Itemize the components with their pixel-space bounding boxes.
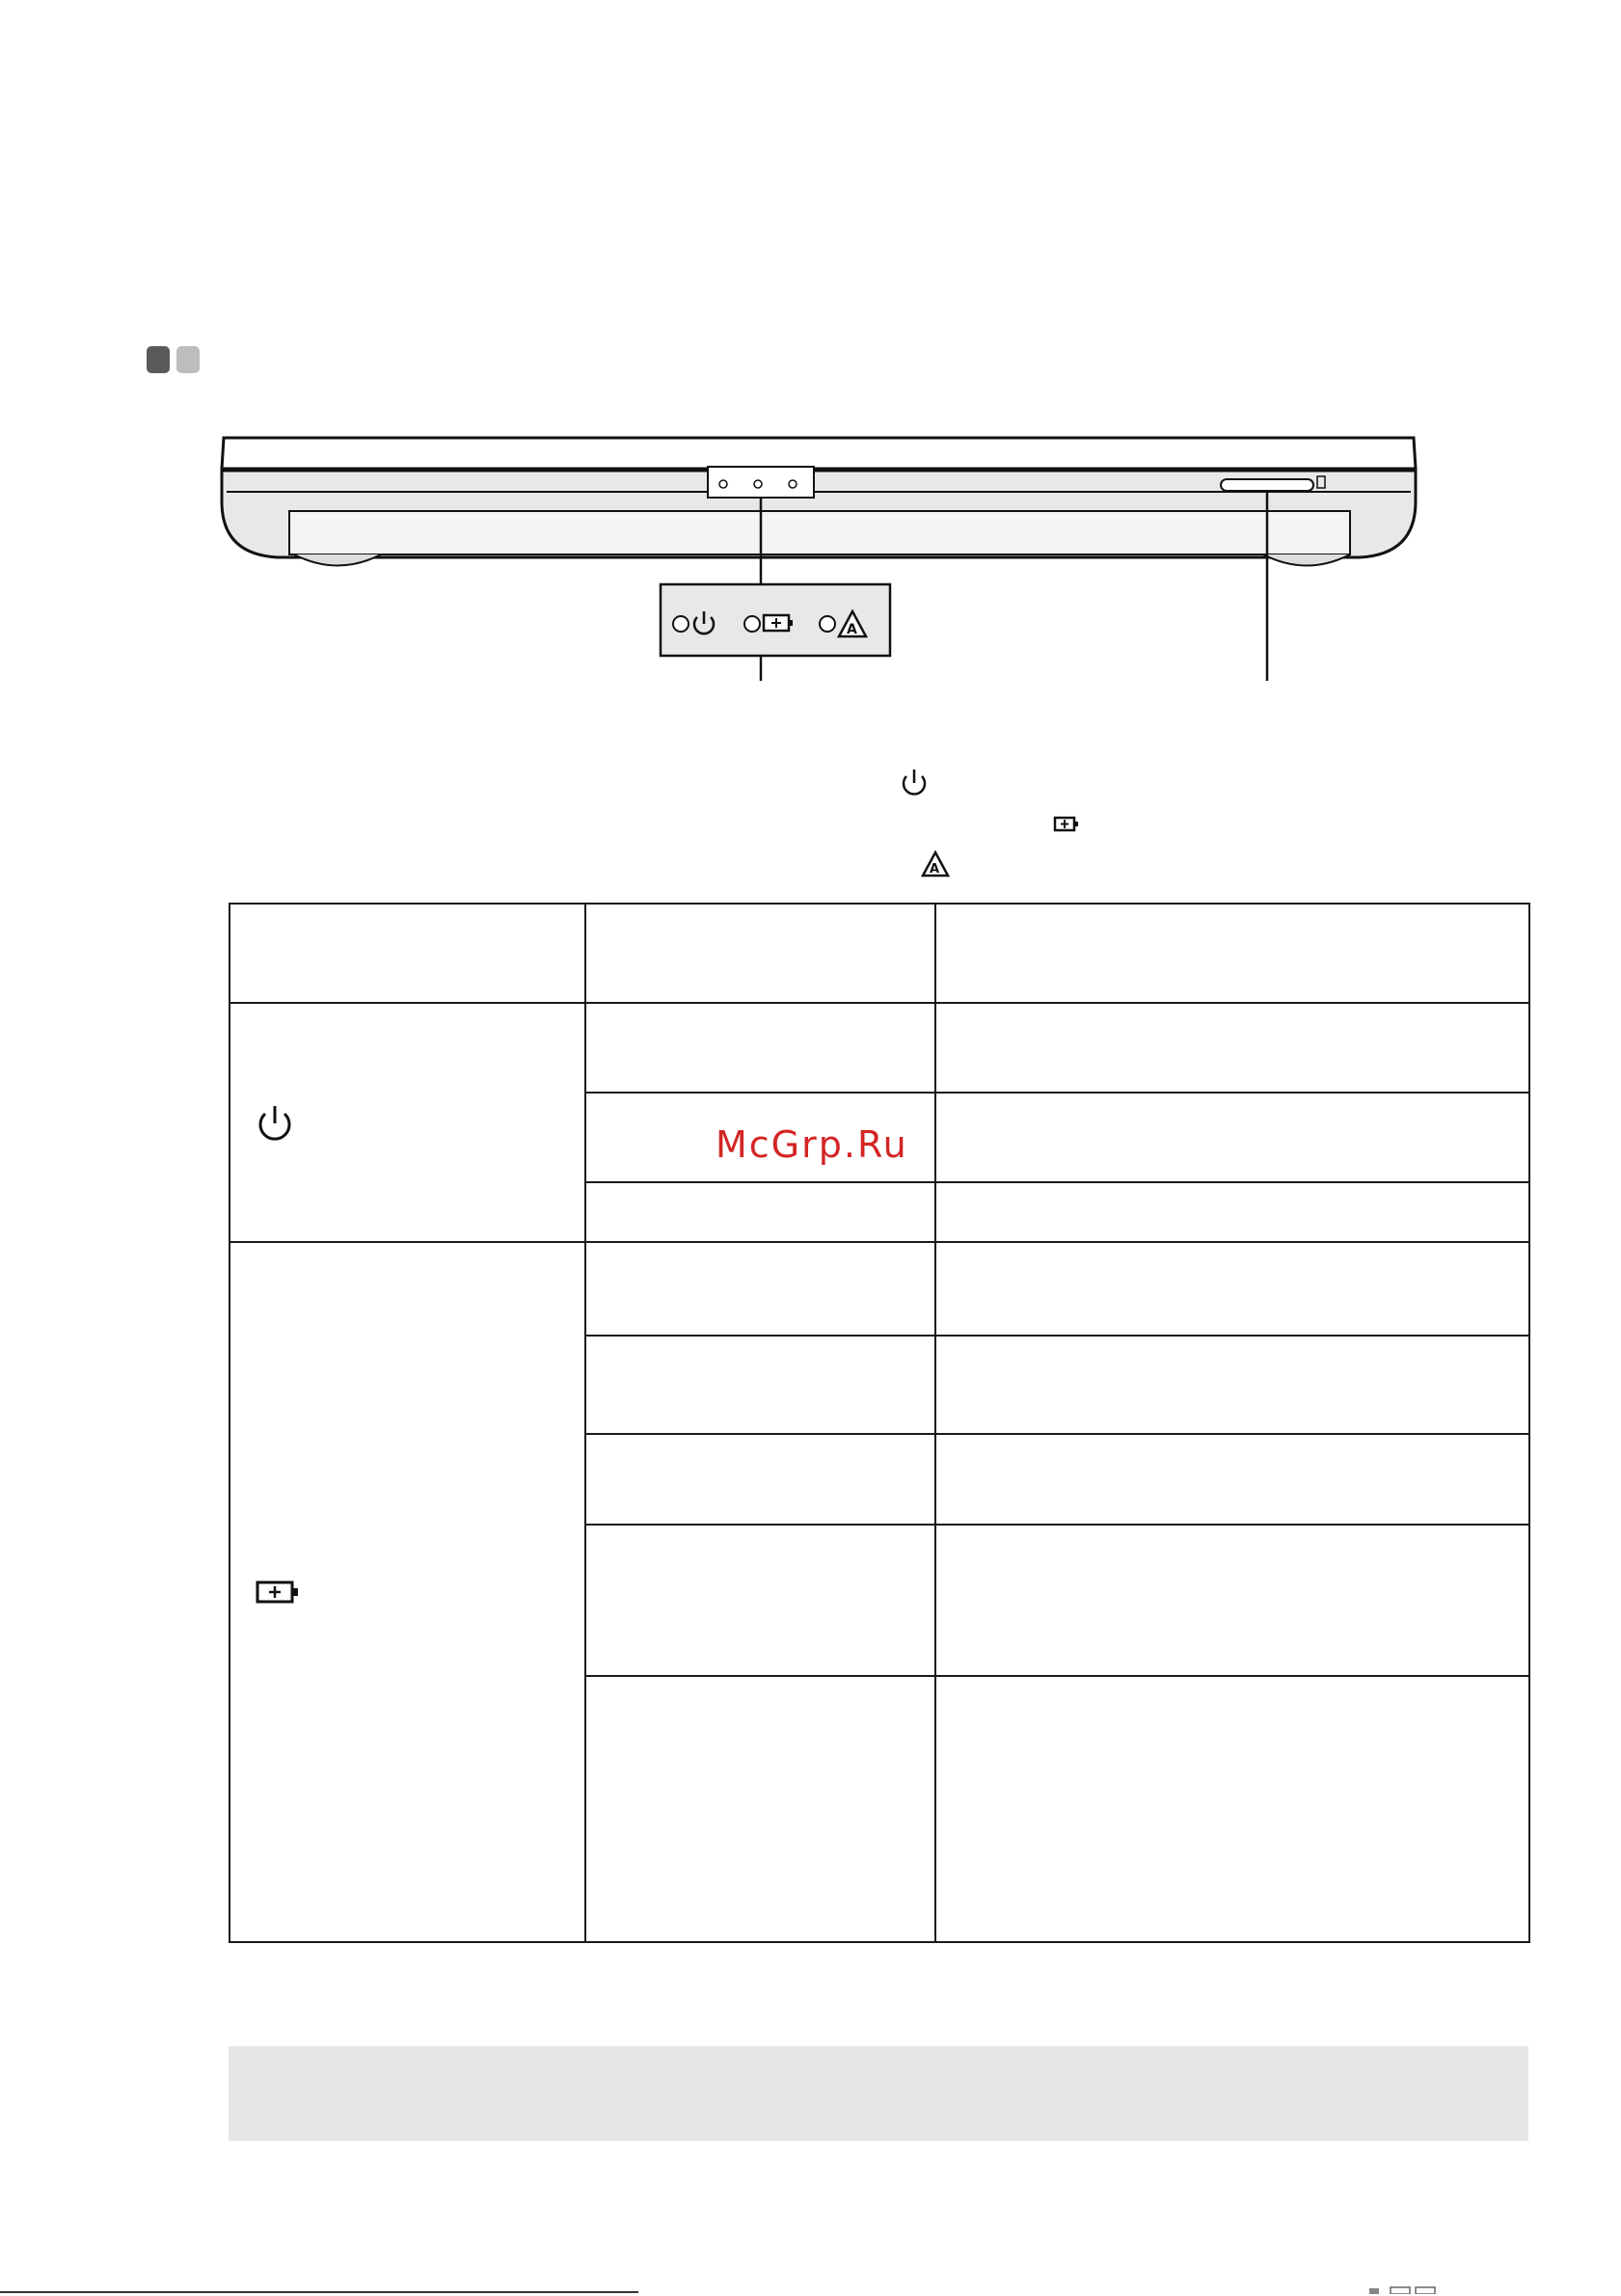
- battery-icon: [1055, 818, 1078, 830]
- table-cell: [935, 1525, 1529, 1676]
- table-cell: [935, 1336, 1529, 1434]
- indicator-status-table: [229, 903, 1530, 1943]
- table-row: [230, 1003, 1529, 1093]
- footer-mark: [1369, 2286, 1437, 2294]
- table-cell: [585, 1003, 935, 1093]
- inline-icon-list: [0, 0, 1621, 887]
- power-indicator-cell: [230, 1003, 585, 1242]
- svg-text:A: A: [930, 862, 940, 877]
- footer-rule: [0, 2291, 638, 2293]
- table-cell: [585, 1525, 935, 1676]
- table-cell: [935, 1003, 1529, 1093]
- table-cell: [585, 1182, 935, 1242]
- battery-indicator-cell: [230, 1242, 585, 1942]
- table-cell: [935, 1182, 1529, 1242]
- power-icon: [904, 770, 925, 795]
- table-row: [230, 1242, 1529, 1336]
- table-header-cell: [230, 904, 585, 1003]
- table-cell: [585, 1434, 935, 1525]
- table-cell: [585, 1676, 935, 1942]
- power-icon: [256, 1103, 294, 1142]
- table-cell: [585, 1336, 935, 1434]
- watermark-text: McGrp.Ru: [716, 1123, 908, 1166]
- note-box: [229, 2046, 1528, 2141]
- table-cell: [935, 1093, 1529, 1182]
- table-cell: [935, 1676, 1529, 1942]
- table-cell: [585, 1242, 935, 1336]
- battery-icon: [256, 1579, 302, 1606]
- table-header-row: [230, 904, 1529, 1003]
- table-header-cell: [585, 904, 935, 1003]
- table-cell: [935, 1434, 1529, 1525]
- svg-text:A: A: [847, 622, 857, 637]
- table-cell: [935, 1242, 1529, 1336]
- table-header-cell: [935, 904, 1529, 1003]
- wireless-icon: [923, 852, 948, 877]
